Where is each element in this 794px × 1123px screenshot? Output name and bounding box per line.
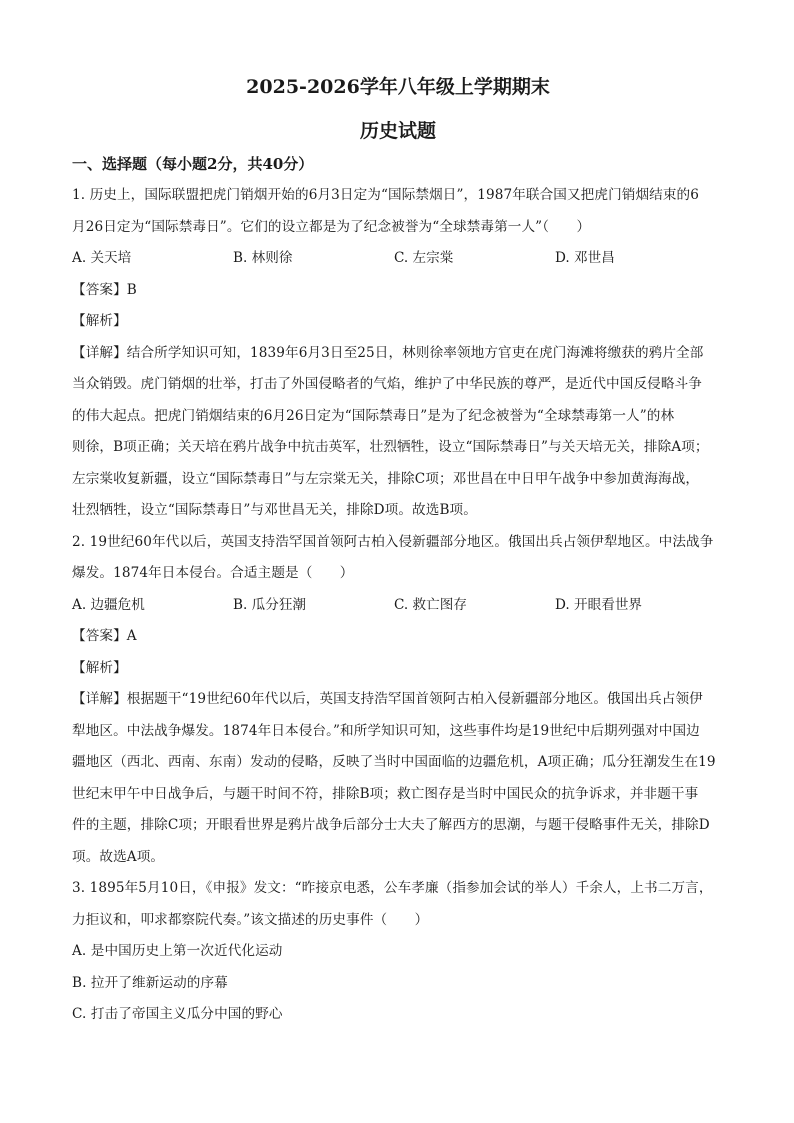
option-d: D. 开眼看世界 bbox=[555, 596, 643, 613]
detail-line: 疆地区（西北、西南、东南）发动的侵略，反映了当时中国面临的边疆危机，A项正确；瓜分狂潮发生在19 bbox=[72, 754, 716, 770]
detail-text: 根据题干“19世纪60年代以后，英国支持浩罕国首领阿古柏入侵新疆部分地区。俄国出兵占领伊 bbox=[126, 691, 703, 707]
detail-line: 世纪末甲午中日战争后，与题干时间不符，排除B项；救亡图存是当时中国民众的抗争诉求，并非题干事 bbox=[72, 785, 699, 802]
question-stem-line: 3. 1895年5月10日，《申报》发文：“昨接京电悉，公车孝廉（指参加会试的举人）千余人，上书二万言， bbox=[72, 880, 713, 896]
option-c: C. 左宗棠 bbox=[394, 250, 454, 266]
option-a: A. 是中国历史上第一次近代化运动 bbox=[72, 943, 283, 959]
detail-label: 【详解】 bbox=[72, 344, 127, 361]
options-row bbox=[72, 243, 724, 275]
question-stem-line: 2. 19世纪60年代以后，英国支持浩罕国首领阿古柏入侵新疆部分地区。俄国出兵占领伊犁地区。中法战争 bbox=[72, 533, 714, 550]
option-d: D. 邓世昌 bbox=[555, 250, 615, 266]
option-c: C. 打击了帝国主义瓜分中国的野心 bbox=[72, 1006, 283, 1022]
detail-label: 【详解】 bbox=[72, 691, 127, 707]
detail-line: 的伟大起点。把虎门销烟结束的6月26日定为“国际禁毒日”是为了纪念被誉为“全球禁毒第一人”的林 bbox=[72, 407, 675, 424]
section-heading: 一、选择题（每小题2分，共40分） bbox=[72, 155, 314, 173]
detail-text: 结合所学知识可知，1839年6月3日至25日，林则徐率领地方官吏在虎门海滩将缴获的鸦片全部 bbox=[126, 344, 704, 361]
question-stem-line: 1. 历史上，国际联盟把虎门销烟开始的6月3日定为“国际禁烟日”，1987年联合国又把虎门销烟结束的6 bbox=[72, 187, 699, 203]
option-c: C. 救亡图存 bbox=[394, 596, 467, 613]
question-2 bbox=[72, 527, 724, 874]
detail-line: 件的主题，排除C项；开眼看世界是鸦片战争后部分士大夫了解西方的思潮，与题干侵略事件无关，排除D bbox=[72, 817, 710, 833]
question-stem-line: 月26日定为“国际禁毒日”。它们的设立都是为了纪念被誉为“全球禁毒第一人”（ ） bbox=[72, 218, 591, 235]
analysis-label: 【解析】 bbox=[72, 659, 127, 676]
detail-line bbox=[72, 338, 724, 370]
option-b: B. 瓜分狂潮 bbox=[233, 596, 307, 613]
question-stem-line: 爆发。1874年日本侵台。合适主题是（ ） bbox=[72, 565, 354, 581]
exam-title: 2025-2026学年八年级上学期期末 bbox=[246, 76, 550, 98]
detail-line: 当众销毁。虎门销烟的壮举，打击了外国侵略者的气焰，维护了中华民族的尊严，是近代中国反侵略斗争 bbox=[72, 376, 702, 392]
detail-line: 壮烈牺牲，设立“国际禁毒日”与邓世昌无关，排除D项。故选B项。 bbox=[72, 502, 477, 518]
question-1 bbox=[72, 180, 724, 527]
options-row bbox=[72, 590, 724, 622]
detail-line: 犁地区。中法战争爆发。1874年日本侵台。”和所学知识可知，这些事件均是19世纪中后期列强对中国边 bbox=[72, 722, 700, 739]
option-a: A. 边疆危机 bbox=[72, 596, 145, 613]
question-3 bbox=[72, 873, 724, 1031]
exam-page bbox=[72, 68, 724, 1031]
analysis-label: 【解析】 bbox=[72, 313, 127, 329]
detail-line: 则徐，B项正确；关天培在鸦片战争中抗击英军，壮烈牺牲，设立“国际禁毒日”与关天培无关，排除A项； bbox=[72, 439, 709, 455]
exam-subtitle: 历史试题 bbox=[359, 120, 436, 142]
option-b: B. 林则徐 bbox=[233, 250, 293, 266]
question-stem-line: 力拒议和，叩求都察院代奏。”该文描述的历史事件（ ） bbox=[72, 911, 429, 928]
detail-line: 项。故选A项。 bbox=[72, 848, 165, 865]
answer-line: 【答案】B bbox=[72, 281, 137, 298]
answer-line: 【答案】A bbox=[72, 628, 137, 644]
detail-line: 左宗棠收复新疆，设立“国际禁毒日”与左宗棠无关，排除C项；邓世昌在中日甲午战争中参加黄海海战， bbox=[72, 470, 700, 487]
option-a: A. 关天培 bbox=[72, 250, 132, 266]
detail-line bbox=[72, 684, 724, 716]
option-b: B. 拉开了维新运动的序幕 bbox=[72, 974, 228, 991]
